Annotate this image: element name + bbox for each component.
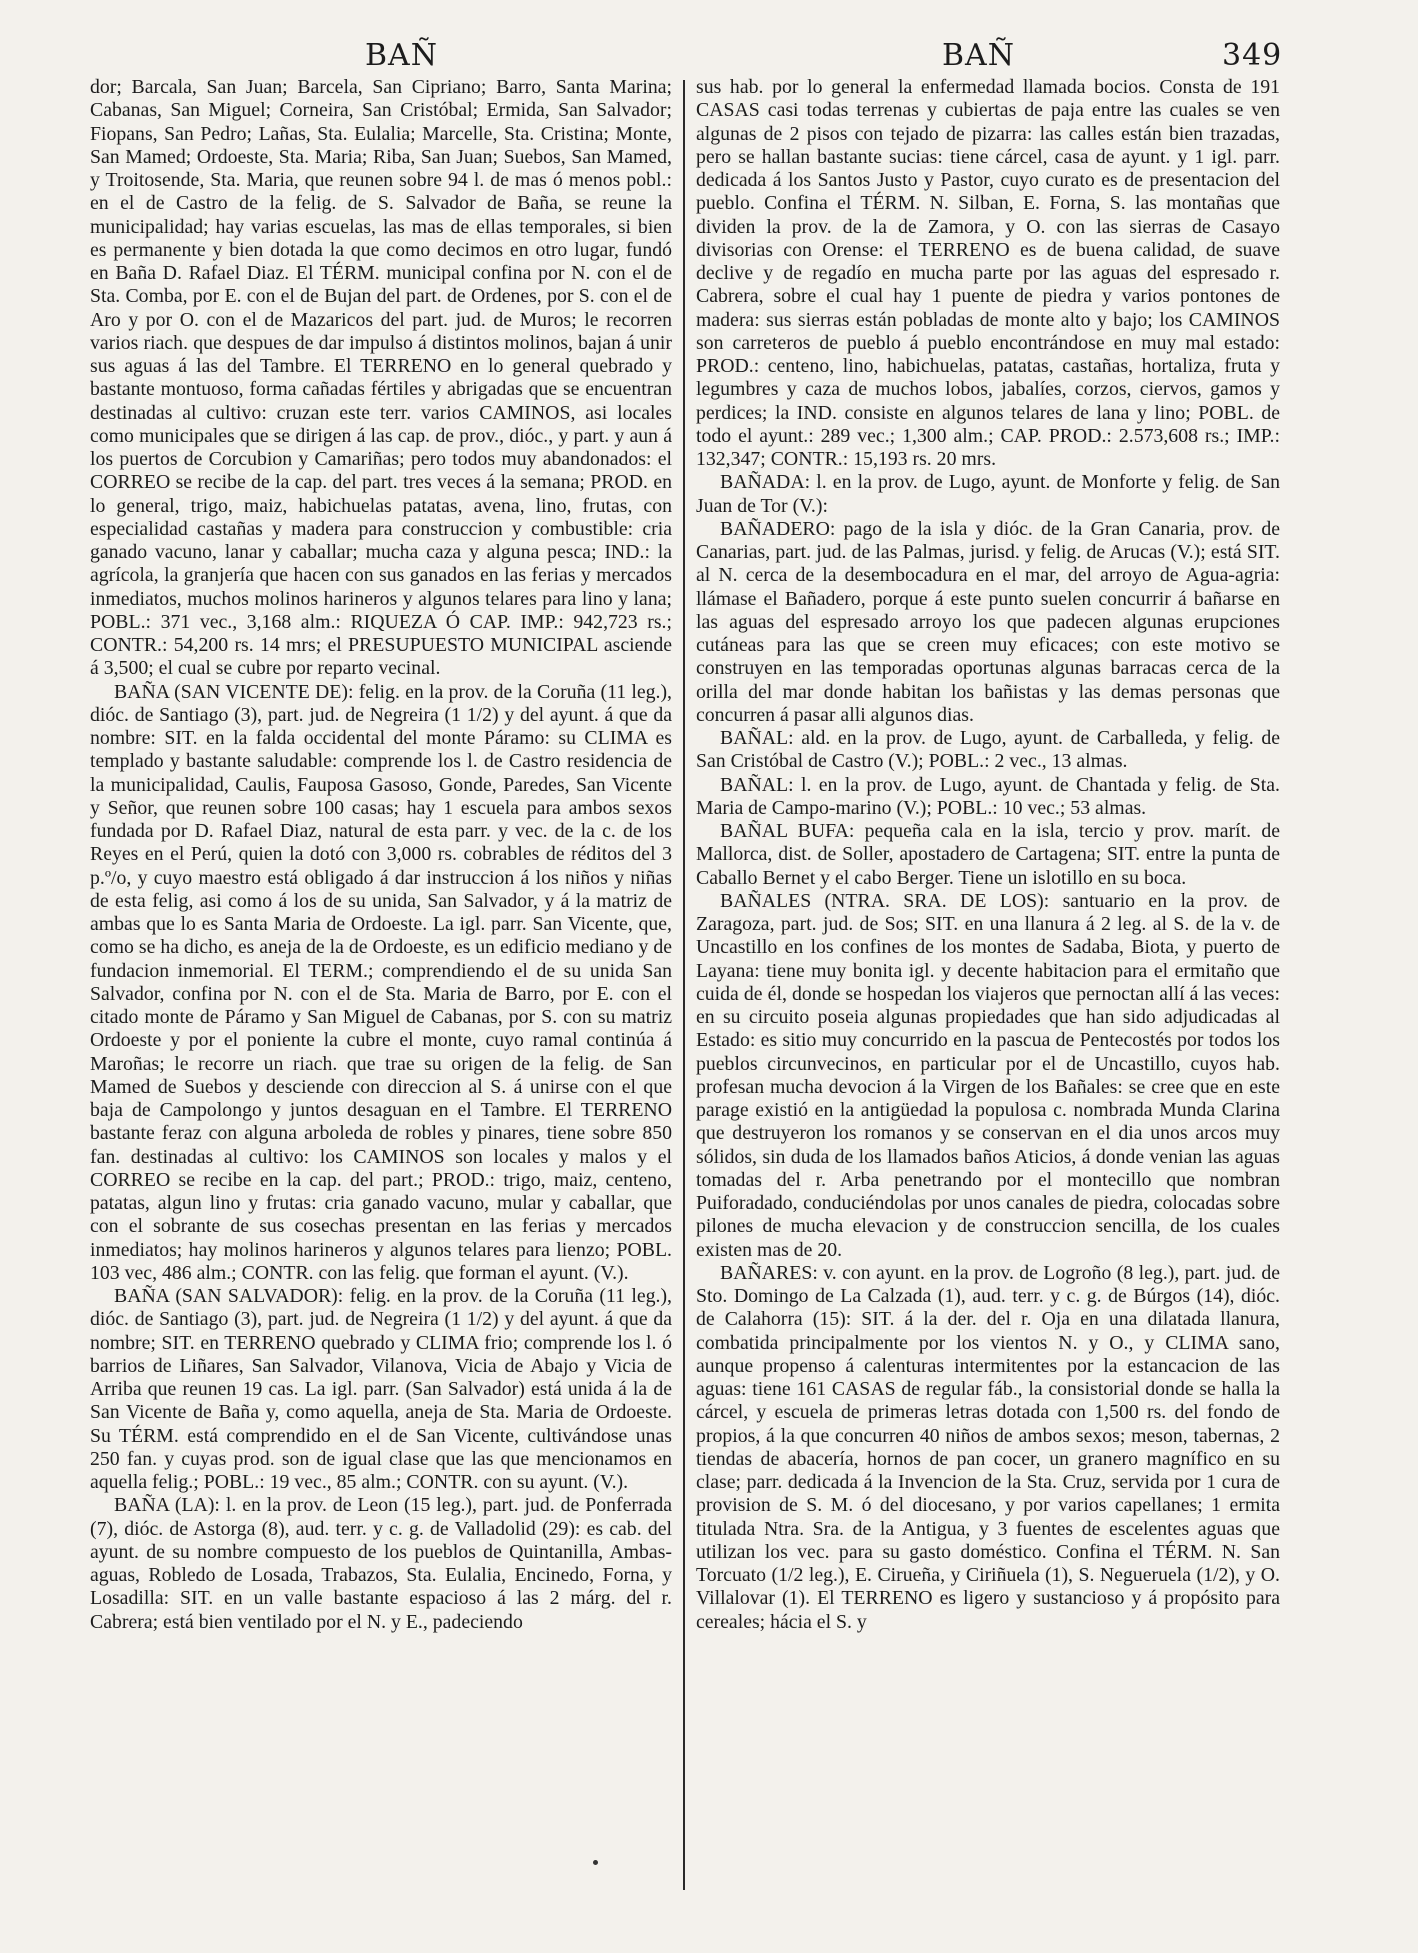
entry-banal-bufa: BAÑAL BUFA: pequeña cala en la isla, tercio y prov. marít. de Mallorca, dist. de Soller, apostadero de Cartagena; SIT. entre la punta de Caballo Bernet y el cabo Berger. Tiene un islotillo en su boca. [696, 820, 1280, 889]
entry-banadero: BAÑADERO: pago de la isla y dióc. de la Gran Canaria, prov. de Canarias, part. jud. de las Palmas, jurisd. y felig. de Arucas (V.); está SIT. al N. cerca de la desembocadura en el mar, del arroyo de Agua-agria: llámase el Bañadero, porque á este punto suelen concurrir á bañarse en las aguas del espresado arroyo los que padecen algunas erupciones cutáneas para las que se creen muy eficaces; con este motivo se construyen en las temporadas oportunas algunas barracas cerca de la orilla del mar donde habitan los bañistas y las demas personas que concurren á pasar alli algunos dias. [696, 517, 1280, 726]
entry-bana-san-salvador: BAÑA (SAN SALVADOR): felig. en la prov. de la Coruña (11 leg.), dióc. de Santiago (3), part. jud. de Negreira (1 1/2) y del ayunt. á que da nombre; SIT. en TERRENO quebrado y CLIMA frio; comprende los l. ó barrios de Liñares, San Salvador, Vilanova, Vicia de Abajo y Vicia de Arriba que reunen 19 cas. La igl. parr. (San Salvador) está unida á la de San Vicente de Baña y, como aquella, aneja de Sta. Maria de Ordoeste. Su TÉRM. está comprendido en el de San Vicente, cultivándose unas 250 fan. y cuyas prod. son de igual clase que las que mencionamos en aquella felig.; POBL.: 19 vec., 85 alm.; CONTR. con su ayunt. (V.). [90, 1285, 672, 1493]
entry-banal-carballeda: BAÑAL: ald. en la prov. de Lugo, ayunt. de Carballeda, y felig. de San Cristóbal de Castro (V.); POBL.: 2 vec., 13 almas. [696, 727, 1280, 773]
page-number: 349 [1222, 38, 1283, 73]
entry-banares: BAÑARES: v. con ayunt. en la prov. de Logroño (8 leg.), part. jud. de Sto. Domingo de La Calzada (1), aud. terr. y c. g. de Búrgos (14), dióc. de Calahorra (15): SIT. á la der. del r. Oja en una dilatada llanura, combatida principalmente por los vientos N. y O., y CLIMA sano, aunque propenso á calenturas intermitentes por la estancacion de las aguas: tiene 161 CASAS de regular fáb., la consistorial donde se halla la cárcel, y escuela de primeras letras dotada con 1,500 rs. del fondo de propios, á la que concurren 40 niños de ambos sexos; meson, tabernas, 2 tiendas de abacería, hornos de pan cocer, un granero magnífico en su clase; parr. dedicada á la Invencion de la Sta. Cruz, servida por 1 cura de provision de S. M. ó del diocesano, y por varios capellanes; 1 ermita titulada Ntra. Sra. de la Antigua, y 3 fuentes de escelentes aguas que utilizan los vec. para su gasto doméstico. Confina el TÉRM. N. San Torcuato (1/2 leg.), E. Cirueña, y Ciriñuela (1), S. Negueruela (1/2), y O. Villalovar (1). El TERRENO es ligero y sustancioso y á propósito para cereales; hácia el S. y [696, 1261, 1280, 1633]
entry-bana-san-vicente: BAÑA (SAN VICENTE DE): felig. en la prov. de la Coruña (11 leg.), dióc. de Santiago (3), part. jud. de Negreira (1 1/2) y del ayunt. á que da nombre: SIT. en la falda occidental del monte Páramo: su CLIMA es templado y bastante saludable: comprende los l. de Castro residencia de la municipalidad, Caulis, Fauposa Gasoso, Gonde, Paredes, San Vicente y Señor, que reunen sobre 100 casas; hay 1 escuela para ambos sexos fundada por D. Rafael Diaz, natural de esta parr. y vec. de la c. de los Reyes en el Perú, quien la dotó con 3,000 rs. cobrables de réditos del 3 p.º/o, y cuyo maestro está obligado á dar instruccion á los niños y niñas de esta felig, asi como á los de su unida, San Salvador, y á la matriz de ambas que lo es Santa Maria de Ordoeste. La igl. parr. San Vicente, que, como se ha dicho, es aneja de la de Ordoeste, es un edificio mediano y de fundacion inmemorial. El TERM.; comprendiendo el de su unida San Salvador, confina por N. con el de Sta. Maria de Barro, por E. con el citado monte de Páramo y San Miguel de Cabanas, por S. con su matriz Ordoeste y por el poniente la cubre el monte, cuyo ramal continúa á Maroñas; le recorre un riach. que trae su origen de la felig. de San Mamed de Suebos y desciende con direccion al S. á unirse con el que baja de Campolongo y juntos desaguan en el Tambre. El TERRENO bastante feraz con alguna arboleda de robles y pinares, tiene sobre 850 fan. destinadas al cultivo: los CAMINOS son locales y malos y el CORREO se recibe en la cap. del part.; PROD.: trigo, maiz, centeno, patatas, algun lino y frutas: cria ganado vacuno, mular y caballar, que con el sobrante de sus cosechas presentan en las ferias y mercados inmediatos; hay molinos harineros y algunos telares para lienzo; POBL. 103 vec, 486 alm.; CONTR. con las felig. que forman el ayunt. (V.). [90, 680, 672, 1284]
column-divider [683, 80, 685, 1890]
print-mark [593, 1860, 598, 1865]
paragraph-continuation: dor; Barcala, San Juan; Barcela, San Cipriano; Barro, Santa Marina; Cabanas, San Miguel; Corneira, San Cristóbal; Ermida, San Salvador; Fiopans, San Pedro; Lañas, Sta. Eulalia; Marcelle, Sta. Cristina; Monte, San Mamed; Ordoeste, Sta. Maria; Riba, San Juan; Suebos, San Mamed, y Troitosende, Sta. Maria, que reunen sobre 94 l. de mas ó menos pobl.: en el de Castro de la felig. de S. Salvador de Baña, se reune la municipalidad; hay varias escuelas, las mas de ellas temporales, si bien es permanente y bien dotada la que como decimos en otro lugar, fundó en Baña D. Rafael Diaz. El TÉRM. municipal confina por N. con el de Sta. Comba, por E. con el de Bujan del part. de Ordenes, por S. con el de Aro y por O. con el de Mazaricos del part. jud. de Muros; le recorren varios riach. que despues de dar impulso á distintos molinos, bajan á unir sus aguas á las del Tambre. El TERRENO en lo general quebrado y bastante montuoso, forma cañadas fértiles y abrigadas que se encuentran destinadas al cultivo: cruzan este terr. varios CAMINOS, asi locales como municipales que se dirigen á las cap. de prov., dióc., y part. y aun á los puertos de Corcubion y Camariñas; pero todos muy abandonados: el CORREO se recibe de la cap. del part. tres veces á la semana; PROD. en lo general, trigo, maiz, habichuelas patatas, avena, lino, frutas, con especialidad castañas y madera para construccion y combustible: cria ganado vacuno, lanar y caballar; mucha caza y alguna pesca; IND.: la agrícola, la granjería que hacen con sus ganados en las ferias y mercados inmediatos, muchos molinos harineros y algunos telares para lino y lana; POBL.: 371 vec., 3,168 alm.: RIQUEZA Ó CAP. IMP.: 942,723 rs.; CONTR.: 54,200 rs. 14 mrs; el PRESUPUESTO MUNICIPAL asciende á 3,500; el cual se cubre por reparto vecinal. [90, 76, 672, 680]
left-column [90, 76, 672, 1891]
entry-banales: BAÑALES (NTRA. SRA. DE LOS): santuario en la prov. de Zaragoza, part. jud. de Sos; SIT. en una llanura á 2 leg. al S. de la v. de Uncastillo en los confines de los montes de Sadaba, Biota, y puerto de Layana: tiene muy bonita igl. y decente habitacion para el ermitaño que cuida de él, donde se hospedan los viajeros que pernoctan allí á las veces: en su circuito poseia algunas propiedades que han sido adjudicadas al Estado: es sitio muy concurrido en la pascua de Pentecostés por todos los pueblos circunvecinos, en particular por el de Uncastillo, cuyos hab. profesan mucha devocion á la Virgen de los Bañales: se cree que en este parage existió en la antigüedad la populosa c. nombrada Munda Clarina que destruyeron los romanos y se conservan en el dia unos arcos muy sólidos, sin duda de los llamados baños Aticios, á donde venian las aguas tomadas del r. Arba penetrando por el montecillo que nombran Puiforadado, conduciéndolas por unos canales de piedra, colocadas sobre pilones de mucha elevacion y de construccion sencilla, de los cuales existen mas de 20. [696, 889, 1280, 1261]
running-head-right: BAÑ [942, 38, 1015, 73]
right-column [696, 76, 1280, 1891]
running-head-left: BAÑ [365, 38, 438, 73]
entry-banada: BAÑADA: l. en la prov. de Lugo, ayunt. de Monforte y felig. de San Juan de Tor (V.): [696, 471, 1280, 517]
paragraph-continuation-right: sus hab. por lo general la enfermedad llamada bocios. Consta de 191 CASAS casi todas terrenas y cubiertas de paja entre las cuales se ven algunas de 2 pisos con tejado de pizarra: las calles están bien trazadas, pero se hallan bastante sucias: tiene cárcel, casa de ayunt. y 1 igl. parr. dedicada á los Santos Justo y Pastor, cuyo curato es de presentacion del pueblo. Confina el TÉRM. N. Silban, E. Forna, S. las montañas que dividen la prov. de la de Zamora, y O. con las sierras de Casayo divisorias con Orense: el TERRENO es de buena calidad, de suave declive y de regadío en mucha parte por las aguas del espresado r. Cabrera, sobre el cual hay 1 puente de piedra y varios pontones de madera: sus sierras están pobladas de monte alto y bajo; los CAMINOS son carreteros de pueblo á pueblo encontrándose en muy mal estado: PROD.: centeno, lino, habichuelas, patatas, castañas, hortaliza, fruta y legumbres y caza de muchos lobos, jabalíes, corzos, ciervos, gamos y perdices; la IND. consiste en algunos telares de lana y lino; POBL. de todo el ayunt.: 289 vec.; 1,300 alm.; CAP. PROD.: 2.573,608 rs.; IMP.: 132,347; CONTR.: 15,193 rs. 20 mrs. [696, 76, 1280, 470]
entry-bana-la: BAÑA (LA): l. en la prov. de Leon (15 leg.), part. jud. de Ponferrada (7), dióc. de Astorga (8), aud. terr. y c. g. de Valladolid (29): es cab. del ayunt. de su nombre compuesto de los pueblos de Quintanilla, Ambas-aguas, Robledo de Losada, Trabazos, Sta. Eulalia, Encinedo, Forna, y Losadilla: SIT. en un valle bastante espacioso á las 2 márg. del r. Cabrera; está bien ventilado por el N. y E., padeciendo [90, 1494, 672, 1633]
entry-banal-chantada: BAÑAL: l. en la prov. de Lugo, ayunt. de Chantada y felig. de Sta. Maria de Campo-marino (V.); POBL.: 10 vec.; 53 almas. [696, 773, 1280, 819]
